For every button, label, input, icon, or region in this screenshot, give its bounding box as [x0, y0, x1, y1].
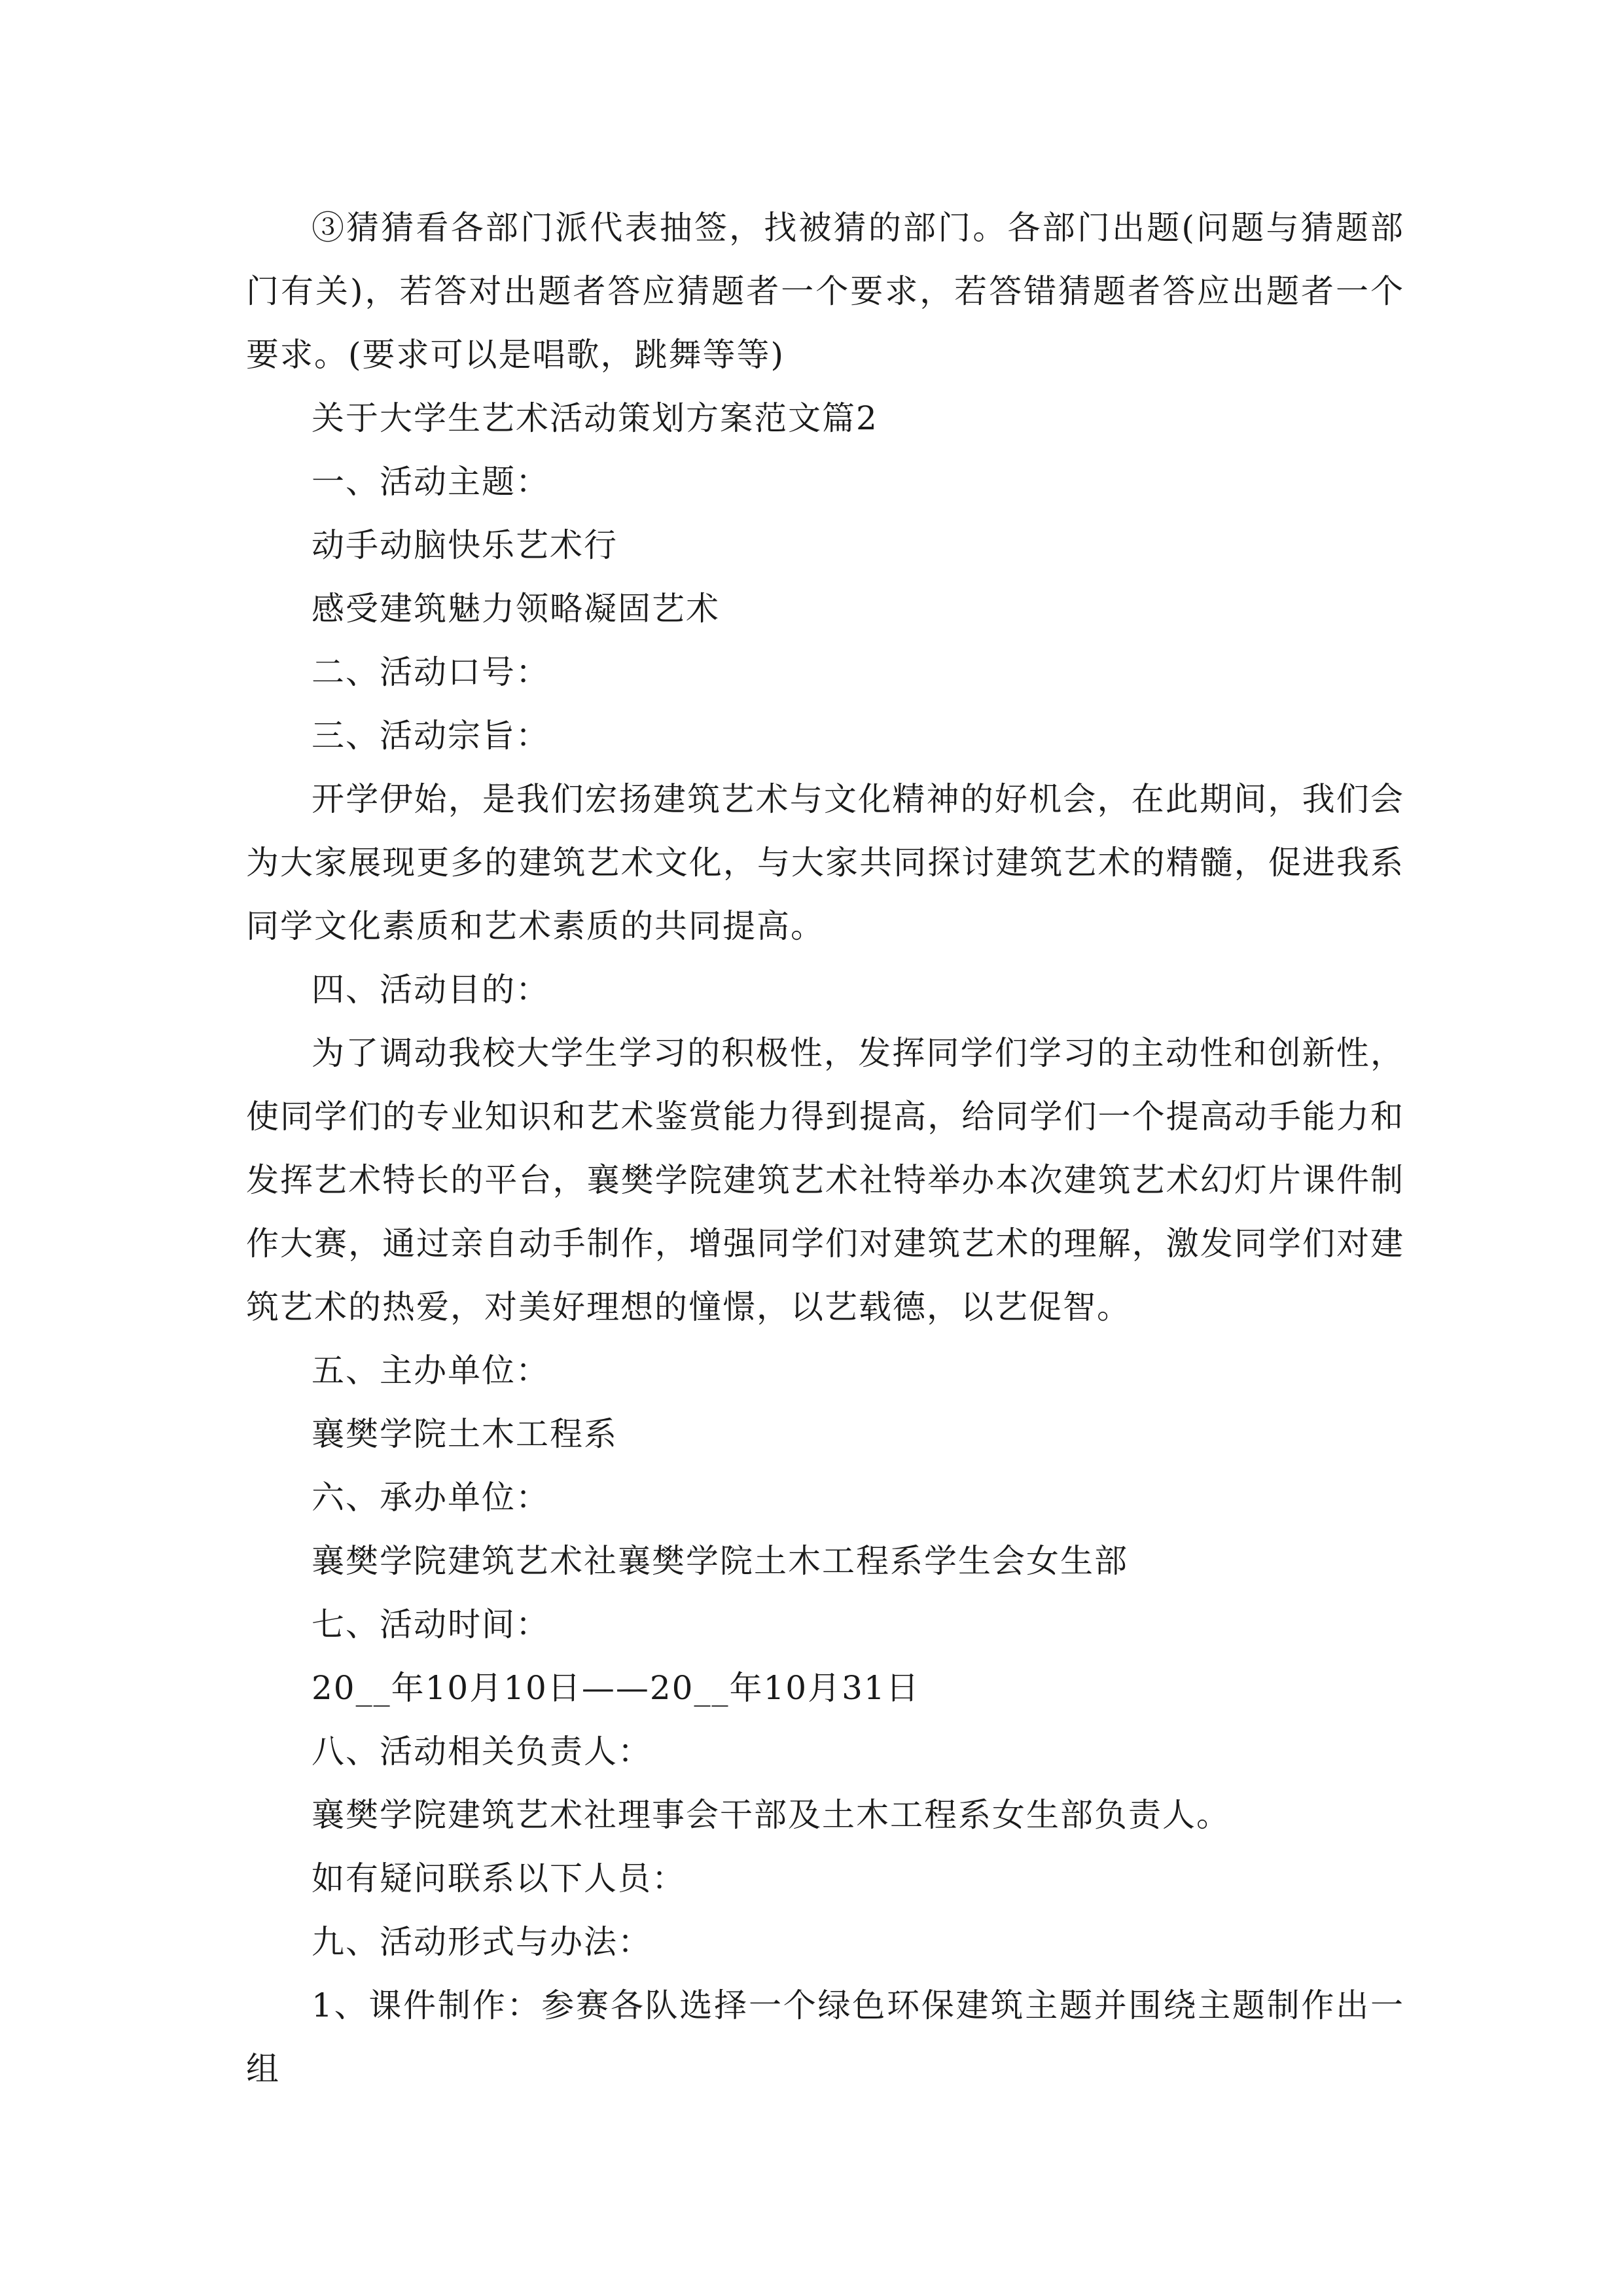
section-title-article-2: 关于大学生艺术活动策划方案范文篇2	[312, 399, 878, 437]
paragraph-guess-game: ③猜猜看各部门派代表抽签，找被猜的部门。各部门出题(问题与猜题部门有关)，若答对出题者答应猜题者一个要求，若答错猜题者答应出题者一个要求。(要求可以是唱歌，跳舞等等)	[246, 209, 1404, 374]
heading-activity-slogan: 二、活动口号：	[312, 653, 550, 691]
heading-activity-theme: 一、活动主题：	[312, 463, 550, 501]
responsible-person-value: 襄樊学院建筑艺术社理事会干部及土木工程系女生部负责人。	[312, 1796, 1230, 1834]
heading-activity-time: 七、活动时间：	[312, 1605, 550, 1643]
heading-responsible-person: 八、活动相关负责人：	[312, 1732, 652, 1770]
paragraph-goal: 为了调动我校大学生学习的积极性，发挥同学们学习的主动性和创新性，使同学们的专业知识和艺术鉴赏能力得到提高，给同学们一个提高动手能力和发挥艺术特长的平台，襄樊学院建筑艺术社特举办本次建筑艺术幻灯片课件制作大赛，通过亲自动手制作，增强同学们对建筑艺术的理解，激发同学们对建筑艺术的热爱，对美好理想的憧憬，以艺载德，以艺促智。	[246, 1034, 1404, 1326]
activity-time-value: 20__年10月10日——20__年10月31日	[312, 1669, 920, 1707]
heading-activity-goal: 四、活动目的：	[312, 971, 550, 1009]
organizer-name: 襄樊学院土木工程系	[312, 1415, 618, 1453]
heading-co-organizer: 六、承办单位：	[312, 1479, 550, 1516]
contact-note: 如有疑问联系以下人员：	[312, 1859, 686, 1897]
co-organizer-name: 襄樊学院建筑艺术社襄樊学院土木工程系学生会女生部	[312, 1542, 1128, 1580]
theme-line-1: 动手动脑快乐艺术行	[312, 526, 618, 564]
heading-activity-format: 九、活动形式与办法：	[312, 1923, 652, 1961]
paragraph-purpose: 开学伊始，是我们宏扬建筑艺术与文化精神的好机会，在此期间，我们会为大家展现更多的建筑艺术文化，与大家共同探讨建筑艺术的精髓，促进我系同学文化素质和艺术素质的共同提高。	[246, 780, 1404, 945]
format-item-1: 1、课件制作：参赛各队选择一个绿色环保建筑主题并围绕主题制作出一组	[246, 1986, 1404, 2088]
theme-line-2: 感受建筑魅力领略凝固艺术	[312, 590, 720, 628]
document-body	[246, 196, 1404, 2101]
heading-organizer: 五、主办单位：	[312, 1352, 550, 1390]
heading-activity-purpose: 三、活动宗旨：	[312, 717, 550, 755]
